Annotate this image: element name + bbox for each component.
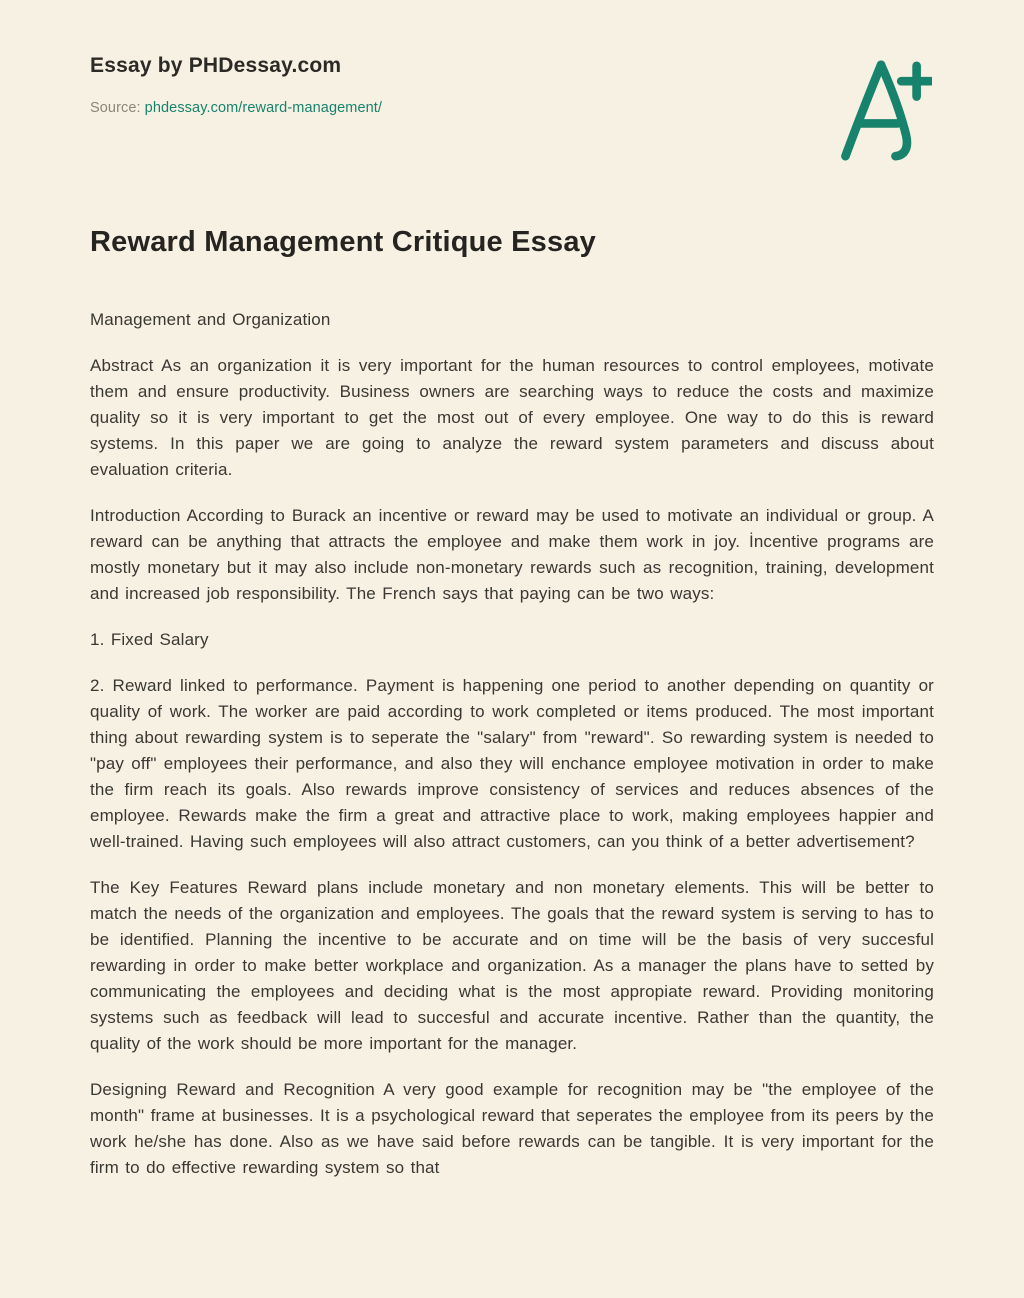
essay-paragraph-list-item-2: 2. Reward linked to performance. Payment is happening one period to another depending on quantity or quality of work. The worker are paid according to work completed or items produced. The most important thing about rewarding system is to seperate the "salary" from "reward". So rewarding system is needed to "pay off" employees their performance, and also they will enchance employee motivation in order to make the firm reach its goals. Also rewards improve consistency of services and reduces absences of the employee. Rewards make the firm a great and attractive place to work, making employees happier and well-trained. Having such employees will also attract customers, can you think of a better advertisement?	[90, 676, 934, 851]
phdessay-logo-icon	[832, 56, 932, 164]
page-header	[90, 54, 934, 164]
source-line	[90, 100, 382, 116]
essay-paragraph-abstract: Abstract As an organization it is very important for the human resources to control employees, motivate them and ensure productivity. Business owners are searching ways to reduce the costs and maximize quality so it is very important to get the most out of every employee. One way to do this is reward systems. In this paper we are going to analyze the reward system parameters and discuss about evaluation criteria.	[90, 356, 934, 479]
source-link[interactable]: phdessay.com/reward-management/	[144, 100, 383, 116]
essay-paragraph-list-item-1: 1. Fixed Salary	[90, 630, 209, 649]
essay-paragraph-key-features: The Key Features Reward plans include monetary and non monetary elements. This will be better to match the needs of the organization and employees. The goals that the reward system is serving to has to be identified. Planning the incentive to be accurate and on time will be the basis of very succesful rewarding in order to make better workplace and organization. As a manager the plans have to setted by communicating the employees and deciding what is the most appropiate reward. Providing monitoring systems such as feedback will lead to succesful and accurate incentive. Rather than the quantity, the quality of the work should be more important for the manager.	[90, 878, 934, 1053]
header-text-block	[90, 54, 382, 116]
essay-body	[90, 307, 934, 1181]
page-title: Reward Management Critique Essay	[90, 226, 596, 258]
essay-paragraph-introduction: Introduction According to Burack an incentive or reward may be used to motivate an individual or group. A reward can be anything that attracts the employee and make them work in joy. İncentive programs are mostly monetary but it may also include non-monetary rewards such as recognition, training, development and increased job responsibility. The French says that paying can be two ways:	[90, 506, 934, 603]
essay-paragraph-designing-reward: Designing Reward and Recognition A very good example for recognition may be "the employee of the month" frame at businesses. It is a psychological reward that seperates the employee from its peers by the work he/she has done. Also as we have said before rewards can be tangible. It is very important for the firm to do effective rewarding system so that	[90, 1080, 934, 1177]
byline: Essay by PHDessay.com	[90, 54, 342, 77]
source-label: Source:	[90, 100, 141, 116]
essay-paragraph-subtitle: Management and Organization	[90, 310, 331, 329]
